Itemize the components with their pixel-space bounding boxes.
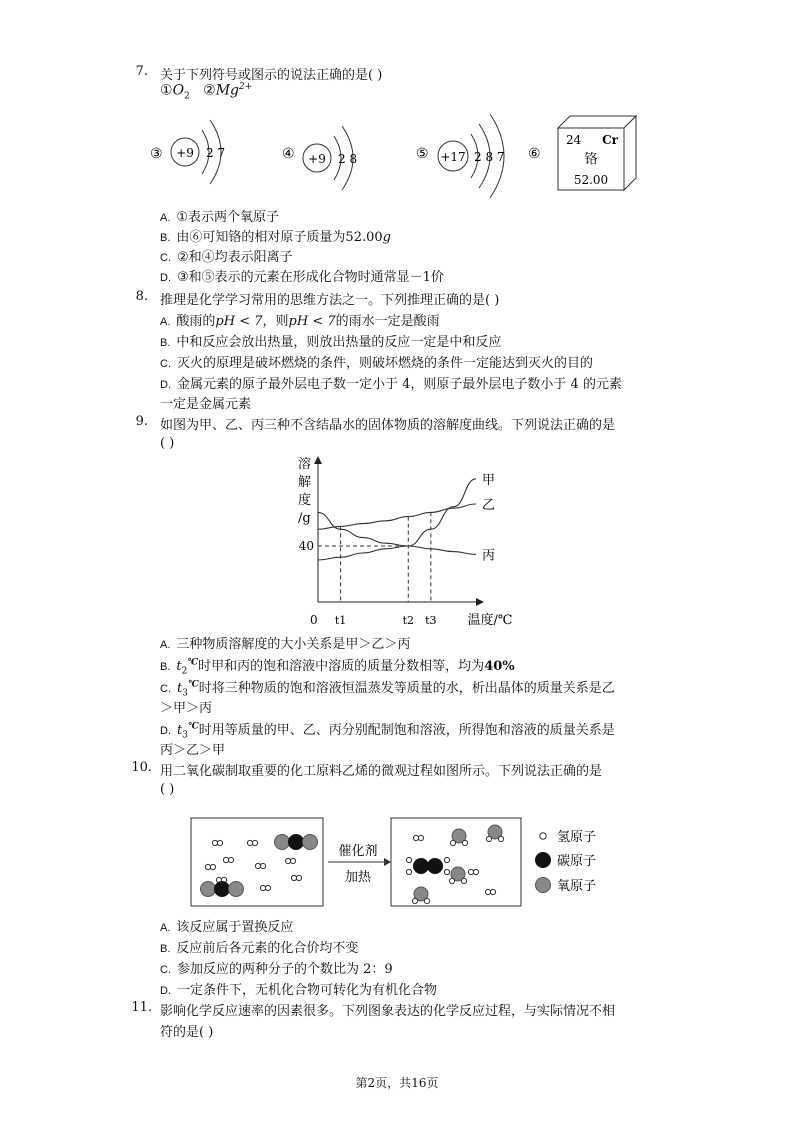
atom-3-nucleus-charge: +9 — [176, 146, 194, 160]
legend-hydrogen: 氢原子 — [557, 830, 597, 845]
option-b[interactable]: B. 中和反应会放出热量，则放出热量的反应一定是中和反应 — [160, 335, 502, 350]
option-c[interactable]: C. 参加反应的两种分子的个数比为 2：9 — [160, 962, 393, 977]
option-b[interactable]: B. 由⑥可知铬的相对原子质量为52.00g — [160, 230, 391, 245]
question-stem-continued: 符的是( ) — [160, 1025, 214, 1040]
question-number: 11. — [131, 1000, 152, 1015]
option-c[interactable]: C. $t_3^℃$时将三种物质的饱和溶液恒温蒸发等质量的水，析出晶体的质量关系是乙 — [160, 679, 615, 699]
symbol-2-mark: ② — [203, 82, 216, 99]
x-tick-label: t1 — [334, 614, 347, 627]
atom-5-mark: ⑤ — [416, 146, 429, 162]
element-name: 铬 — [584, 152, 598, 167]
element-symbol: Cr — [602, 133, 618, 147]
page-footer: 第2页，共16页 — [355, 1076, 439, 1090]
solubility-chart — [280, 452, 530, 632]
element-6-mark: ⑥ — [528, 146, 541, 162]
option-d[interactable]: D. 一定条件下，无机化合物可转化为有机化合物 — [160, 983, 438, 998]
co2-molecule — [201, 881, 244, 897]
option-b[interactable]: B. 反应前后各元素的化合价均不变 — [160, 941, 359, 956]
question-stem: 推理是化学学习常用的思维方法之一。下列推理正确的是( ) — [160, 293, 500, 308]
series-label: 丙 — [482, 548, 496, 564]
question-stem: 如图为甲、乙、丙三种不含结晶水的固体物质的溶解度曲线。下列说法正确的是 — [160, 418, 616, 433]
atom-5-nucleus-charge: +17 — [440, 150, 466, 164]
option-a[interactable]: A. 三种物质溶解度的大小关系是甲＞乙＞丙 — [160, 637, 411, 652]
atom-3-mark: ③ — [150, 146, 163, 162]
x-tick-label: t2 — [402, 614, 414, 627]
y-tick-label: 40 — [298, 539, 314, 553]
legend-carbon: 碳原子 — [557, 854, 597, 869]
element-atomic-mass: 52.00 — [573, 173, 609, 187]
catalyst-label: 催化剂 — [338, 844, 378, 859]
y-axis-label-char: /g — [298, 511, 311, 526]
option-d-continued: 一定是金属元素 — [160, 397, 252, 412]
question-number: 7. — [135, 64, 148, 79]
reaction-arrow-head — [384, 858, 391, 866]
question-number: 9. — [135, 414, 148, 429]
reaction-microscopic-figure — [188, 812, 608, 912]
chart-marks — [299, 473, 495, 627]
option-a[interactable]: A. ①表示两个氧原子 — [160, 210, 280, 225]
symbol-1-mark: ① — [160, 82, 173, 99]
heat-label: 加热 — [344, 870, 372, 885]
option-c[interactable]: C. 灭火的原理是破坏燃烧的条件，则破坏燃烧的条件一定能达到灭火的目的 — [160, 356, 594, 371]
carbon-atom-legend-icon — [535, 852, 551, 868]
question-number: 8. — [135, 289, 148, 304]
page-number: 2 — [367, 1076, 376, 1090]
co2-molecule — [275, 834, 318, 850]
symbol-o2-subscript: 2 — [184, 91, 190, 102]
option-d[interactable]: D. $t_3^℃$时用等质量的甲、乙、丙分别配制饱和溶液，所得饱和溶液的质量关系是 — [160, 721, 615, 741]
y-axis-label-char: 解 — [298, 475, 312, 490]
series-line-1 — [318, 479, 476, 560]
atom-3-electrons: 2 7 — [206, 146, 226, 160]
oxygen-atom-legend-icon — [536, 878, 551, 893]
question-stem: 关于下列符号或图示的说法正确的是( ) — [160, 68, 383, 83]
atom-4-electrons: 2 8 — [338, 152, 358, 166]
option-d[interactable]: D. 金属元素的原子最外层电子数一定小于 4，则原子最外层电子数小于 4 的元素 — [160, 377, 622, 392]
series-label: 乙 — [482, 498, 496, 513]
y-axis-label-char: 溶 — [298, 457, 312, 472]
origin-label: 0 — [310, 613, 318, 627]
question-stem: 影响化学反应速率的因素很多。下列图象表达的化学反应过程，与实际情况不相 — [160, 1004, 616, 1019]
option-d-continued: 丙＞乙＞甲 — [160, 743, 226, 758]
element-atomic-number: 24 — [566, 133, 582, 147]
symbols-line — [160, 82, 252, 101]
atom-structure-figure — [140, 108, 660, 200]
question-stem-continued: ( ) — [160, 436, 175, 451]
option-b[interactable]: B. $t_2^℃$时甲和丙的饱和溶液中溶质的质量分数相等，均为40% — [160, 657, 515, 677]
series-line-2 — [318, 504, 476, 529]
symbol-o2: O — [172, 82, 185, 99]
hydrogen-atom-legend-icon — [540, 833, 546, 839]
series-label: 甲 — [482, 472, 496, 488]
atom-4-mark: ④ — [282, 146, 295, 162]
legend-oxygen: 氧原子 — [557, 879, 597, 894]
question-stem-continued: ( ) — [160, 782, 175, 797]
question-stem: 用二氧化碳制取重要的化工原料乙烯的微观过程如图所示。下列说法正确的是 — [160, 764, 603, 779]
x-tick-label: t3 — [425, 614, 437, 627]
option-d[interactable]: D. ③和⑤表示的元素在形成化合物时通常显－1价 — [160, 270, 444, 285]
question-number: 10. — [131, 760, 152, 775]
atom-5-electrons: 2 8 7 — [474, 150, 505, 164]
x-axis-label: 温度/℃ — [467, 613, 513, 628]
symbol-mg: Mg — [215, 82, 239, 99]
page-total: 16 — [411, 1076, 427, 1090]
symbol-mg-charge: 2+ — [239, 82, 253, 92]
atom-4-nucleus-charge: +9 — [308, 152, 326, 166]
option-a[interactable]: A. 该反应属于置换反应 — [160, 920, 294, 935]
option-a[interactable]: A. 酸雨的pH < 7，则pH < 7的雨水一定是酸雨 — [160, 314, 440, 329]
option-c-continued: ＞甲＞丙 — [160, 701, 213, 716]
y-axis-label-char: 度 — [298, 493, 312, 508]
option-c[interactable]: C. ②和④均表示阳离子 — [160, 250, 293, 265]
